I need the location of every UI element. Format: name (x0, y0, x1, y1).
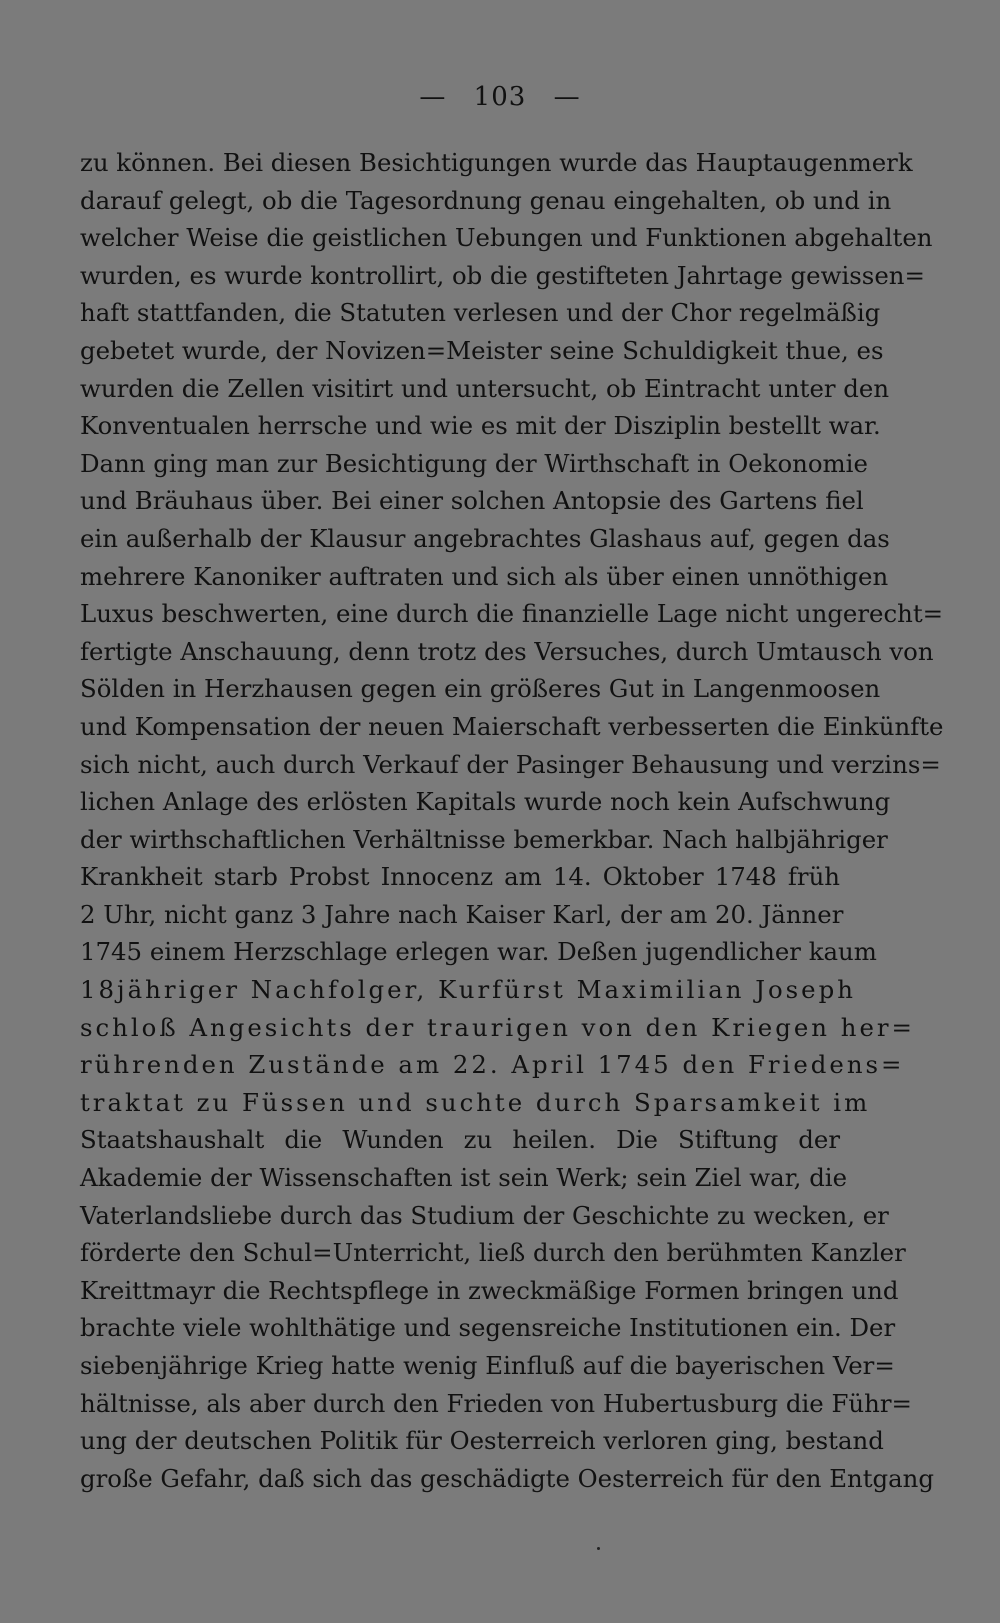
text-line: rührenden Zustände am 22. April 1745 den Friedens= (80, 1050, 905, 1080)
text-line: Dann ging man zur Besichtigung der Wirthschaft in Oekonomie (80, 448, 868, 478)
text-line: Staatshaushalt die Wunden zu heilen. Die Stiftung der (80, 1125, 840, 1155)
right-dash: — (553, 82, 581, 112)
text-line: 18jähriger Nachfolger, Kurfürst Maximilian Joseph (80, 975, 856, 1005)
print-speck (597, 1547, 600, 1550)
text-line: schloß Angesichts der traurigen von den Kriegen her= (80, 1012, 915, 1042)
text-line: haft stattfanden, die Statuten verlesen und der Chor regelmäßig (80, 298, 881, 328)
text-line: wurden, es wurde kontrollirt, ob die gestifteten Jahrtage gewissen= (80, 260, 925, 290)
text-line: große Gefahr, daß sich das geschädigte Oesterreich für den Entgang (80, 1463, 934, 1493)
text-line: fertigte Anschauung, denn trotz des Versuches, durch Umtausch von (80, 636, 934, 666)
body-text (80, 144, 944, 1497)
text-line: zu können. Bei diesen Besichtigungen wurde das Hauptaugenmerk (80, 148, 913, 177)
text-line: wurden die Zellen visitirt und untersucht, ob Eintracht unter den (80, 373, 890, 403)
text-line: Akademie der Wissenschaften ist sein Werk; sein Ziel war, die (80, 1163, 848, 1193)
text-line: mehrere Kanoniker auftraten und sich als über einen unnöthigen (80, 561, 889, 591)
text-line: siebenjährige Krieg hatte wenig Einfluß auf die bayerischen Ver= (80, 1351, 895, 1380)
page-number: 103 (473, 82, 527, 112)
text-line: der wirthschaftlichen Verhältnisse bemerkbar. Nach halbjähriger (80, 824, 888, 854)
text-line: ung der deutschen Politik für Oesterreich verloren ging, bestand (80, 1426, 884, 1456)
text-line: Konventualen herrsche und wie es mit der Disziplin bestellt war. (80, 411, 881, 441)
text-line: Luxus beschwerten, eine durch die finanzielle Lage nicht ungerecht= (80, 599, 944, 629)
text-line: ein außerhalb der Klausur angebrachtes Glashaus auf, gegen das (80, 523, 890, 553)
page-header (0, 82, 1000, 112)
text-line: darauf gelegt, ob die Tagesordnung genau eingehalten, ob und in (80, 185, 892, 215)
text-line: brachte viele wohlthätige und segensreiche Institutionen ein. Der (80, 1313, 896, 1343)
left-dash: — (419, 82, 447, 112)
text-line: 2 Uhr, nicht ganz 3 Jahre nach Kaiser Karl, der am 20. Jänner (80, 899, 844, 929)
text-line: Krankheit starb Probst Innocenz am 14. Oktober 1748 früh (80, 862, 840, 892)
text-line: Sölden in Herzhausen gegen ein größeres Gut in Langenmoosen (80, 674, 881, 704)
text-line: welcher Weise die geistlichen Uebungen und Funktionen abgehalten (80, 223, 933, 253)
text-line: sich nicht, auch durch Verkauf der Pasinger Behausung und verzins= (80, 749, 941, 779)
text-line: Vaterlandsliebe durch das Studium der Geschichte zu wecken, er (80, 1200, 889, 1230)
text-line: gebetet wurde, der Novizen=Meister seine Schuldigkeit thue, es (80, 335, 884, 365)
text-line: 1745 einem Herzschlage erlegen war. Deßen jugendlicher kaum (80, 937, 877, 967)
text-line: traktat zu Füssen und suchte durch Sparsamkeit im (80, 1087, 871, 1117)
text-line: und Bräuhaus über. Bei einer solchen Antopsie des Gartens fiel (80, 486, 864, 516)
text-line: lichen Anlage des erlösten Kapitals wurde noch kein Aufschwung (80, 787, 891, 817)
text-line: förderte den Schul=Unterricht, ließ durch den berühmten Kanzler (80, 1238, 906, 1268)
text-line: und Kompensation der neuen Maierschaft verbesserten die Einkünfte (80, 711, 944, 741)
text-line: Kreittmayr die Rechtspflege in zweckmäßige Formen bringen und (80, 1275, 899, 1305)
text-line: hältnisse, als aber durch den Frieden von Hubertusburg die Führ= (80, 1388, 912, 1418)
